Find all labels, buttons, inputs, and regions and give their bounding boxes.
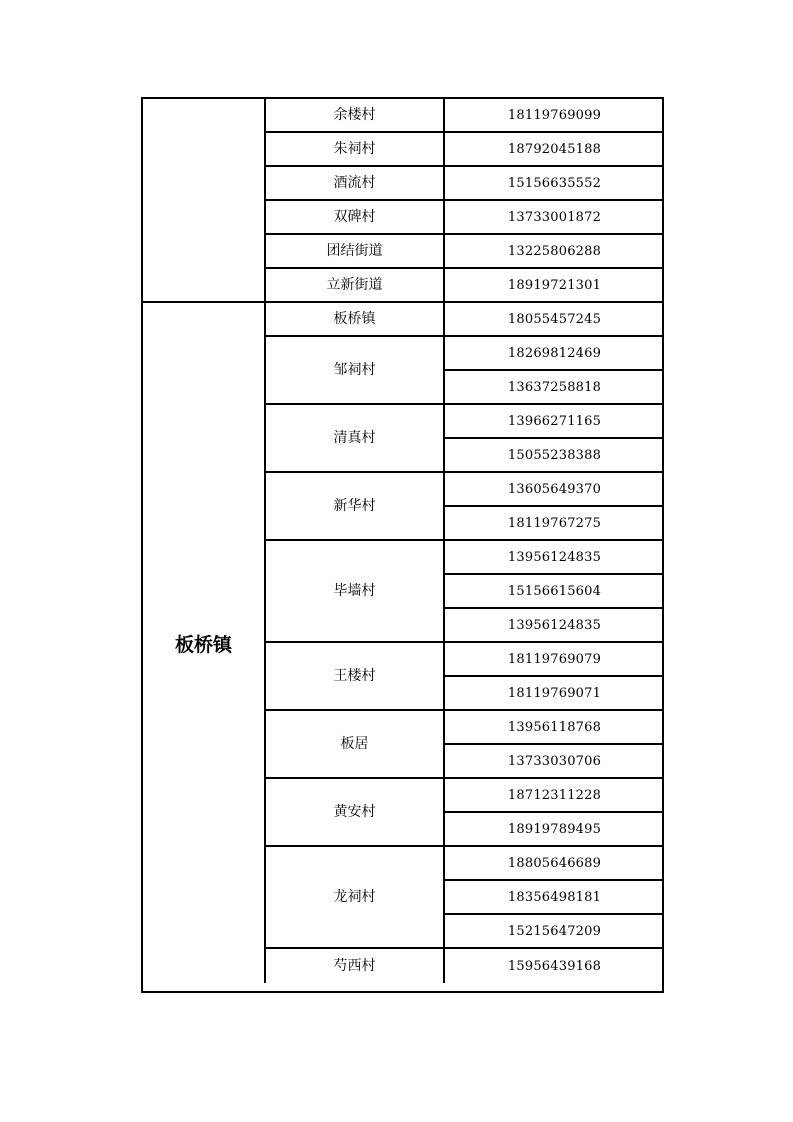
phone-cell: 18792045188 xyxy=(445,133,664,167)
village-cell: 龙祠村 xyxy=(266,847,443,949)
contact-table xyxy=(141,97,664,993)
village-cell: 双碑村 xyxy=(266,201,443,235)
village-cell: 黄安村 xyxy=(266,779,443,847)
phone-cell: 15156615604 xyxy=(445,575,664,609)
phone-cell: 13637258818 xyxy=(445,371,664,405)
phone-cell: 18119769099 xyxy=(445,99,664,133)
phone-cell: 13225806288 xyxy=(445,235,664,269)
village-cell: 新华村 xyxy=(266,473,443,541)
town-cell xyxy=(143,99,264,303)
phone-cell: 18919789495 xyxy=(445,813,664,847)
village-cell: 板桥镇 xyxy=(266,303,443,337)
village-cell: 清真村 xyxy=(266,405,443,473)
phone-cell: 15215647209 xyxy=(445,915,664,949)
phone-cell: 18119769079 xyxy=(445,643,664,677)
phone-cell: 15956439168 xyxy=(507,958,602,974)
phone-cell: 15156635552 xyxy=(445,167,664,201)
village-cell: 团结街道 xyxy=(266,235,443,269)
phone-cell: 13956124835 xyxy=(445,609,664,643)
phone-cell: 18919721301 xyxy=(445,269,664,303)
village-cell: 酒流村 xyxy=(266,167,443,201)
village-cell: 朱祠村 xyxy=(266,133,443,167)
village-column xyxy=(266,99,443,983)
village-cell: 余楼村 xyxy=(266,99,443,133)
phone-cell: 13733001872 xyxy=(445,201,664,235)
phone-cell: 18805646689 xyxy=(445,847,664,881)
village-cell: 板居 xyxy=(266,711,443,779)
village-cell: 毕墙村 xyxy=(266,541,443,643)
village-cell: 邹祠村 xyxy=(266,337,443,405)
phone-cell: 18055457245 xyxy=(445,303,664,337)
town-column xyxy=(143,99,266,983)
phone-cell: 18269812469 xyxy=(445,337,664,371)
town-label: 板桥镇 xyxy=(174,633,232,656)
phone-cell: 18119767275 xyxy=(445,507,664,541)
phone-column xyxy=(443,99,664,983)
phone-cell: 18119769071 xyxy=(445,677,664,711)
phone-cell: 15055238388 xyxy=(445,439,664,473)
phone-cell: 18712311228 xyxy=(445,779,664,813)
phone-cell: 13956118768 xyxy=(445,711,664,745)
village-cell: 王楼村 xyxy=(266,643,443,711)
phone-cell: 13733030706 xyxy=(445,745,664,779)
town-cell xyxy=(143,303,264,983)
phone-cell: 13956124835 xyxy=(445,541,664,575)
phone-cell: 13605649370 xyxy=(445,473,664,507)
village-cell: 芍西村 xyxy=(333,958,376,974)
phone-cell: 13966271165 xyxy=(445,405,664,439)
phone-cell: 18356498181 xyxy=(445,881,664,915)
village-cell: 立新街道 xyxy=(266,269,443,303)
